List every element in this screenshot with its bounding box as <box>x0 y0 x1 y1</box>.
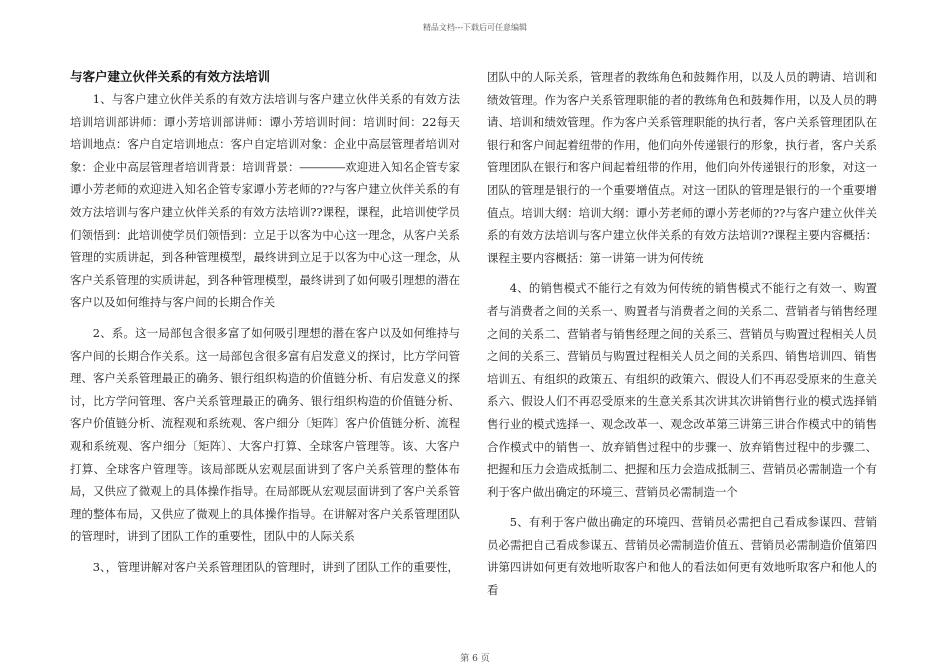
paragraph-2: 2、系。这一局部包含很多富了如何吸引理想的潜在客户以及如何维持与客户间的长期合作关系。这一局部包含很多富有启发意义的探讨，比方学问管理、客户关系管理最正的确务、银行组织构造的价值链分析、有启发意义的探讨，比方学问管理、客户关系管理最正的确务、银行组织构造的价值链分析、客户价值链分析、流程观和系统观、客户细分〔矩阵〕客户价值链分析、流程观和系统观、客户细分〔矩阵〕、大客户打算、全球客户管理等。该、大客户打算、全球客户管理等。该局部既从宏观层面讲到了客户关系管理的整体布局，又供应了微观上的具体操作指导。在局部既从宏观层面讲到了客户关系管理的整体布局，又供应了微观上的具体操作指导。在讲解对客户关系管理团队的管理时，讲到了团队工作的重要性，团队中的人际关系 <box>70 325 460 544</box>
right-column <box>487 66 877 602</box>
left-column <box>70 66 460 578</box>
paragraph-1: 1、与客户建立伙伴关系的有效方法培训与客户建立伙伴关系的有效方法培训培训部讲师：谭小芳培训部讲师：谭小芳培训时间：培训时间：22每天培训地点：客户自定培训地点：客户自定培训对象：企业中高层管理者培训对象：企业中高层管理者培训背景：培训背景：――――欢迎进入知名企管专家谭小芳老师的欢迎进入知名企管专家谭小芳老师的??与客户建立伙伴关系的有效方法培训与客户建立伙伴关系的有效方法培训??课程，课程，此培训使学员们领悟到：此培训使学员们领悟到：立足于以客为中心这一理念，从客户关系管理的实质讲起，到各种管理模型，最终讲到立足于以客为中心这一理念，从客户关系管理的实质讲起，到各种管理模型，最终讲到了如何吸引理想的潜在客户以及如何维持与客户间的长期合作关 <box>70 92 460 310</box>
page-number: 第 6 页 <box>460 654 490 664</box>
paragraph-4: 4、的销售模式不能行之有效为何传统的销售模式不能行之有效一、购置者与消费者之间的关系一、购置者与消费者之间的关系二、营销者与销售经理之间的关系二、营销者与销售经理之间的关系三、营销员与购置过程相关人员之间的关系三、营销员与购置过程相关人员之间的关系四、销售培训四、销售培训五、有组织的政策五、有组织的政策六、假设人们不再忍受原来的生意关系六、假设人们不再忍受原来的生意关系其次讲其次讲销售行业的模式选择销售行业的模式选择一、观念改革一、观念改革第三讲第三讲合作模式中的销售合作模式中的销售一、放弃销售过程中的步骤一、放弃销售过程中的步骤二、把握和压力会造成抵制二、把握和压力会造成抵制三、营销员必需制造一个有利于客户做出确定的环境三、营销员必需制造一个 <box>487 281 877 499</box>
paragraph-5: 5、有利于客户做出确定的环境四、营销员必需把自己看成参谋四、营销员必需把自己看成参谋五、营销员必需制造价值五、营销员必需制造价值第四讲第四讲如何更有效地听取客户和他人的看法如何更有效地听取客户和他人的看 <box>487 515 877 598</box>
page-header: 精品文档---下载后可任意编辑 <box>422 23 528 32</box>
document-title: 与客户建立伙伴关系的有效方法培训 <box>70 69 271 84</box>
paragraph-3: 3、，管理讲解对客户关系管理团队的管理时，讲到了团队工作的重要性， <box>92 559 459 574</box>
paragraph-3-continued: 团队中的人际关系，管理者的教练角色和鼓舞作用，以及人员的聘请、培训和绩效管理。作为客户关系管理职能的者的教练角色和鼓舞作用，以及人员的聘请、培训和绩效管理。作为客户关系管理职能的执行者，客户关系管理团队在银行和客户间起着纽带的作用，他们向外传递银行的形象，执行者，客户关系管理团队在银行和客户间起着纽带的作用，他们向外传递银行的形象，对这一团队的管理是银行的一个重要增值点。对这一团队的管理是银行的一个重要增值点。培训大纲：培训大纲：谭小芳老师的谭小芳老师的??与客户建立伙伴关系的有效方法培训与客户建立伙伴关系的有效方法培训??课程主要内容概括：课程主要内容概括：第一讲第一讲为何传统 <box>487 70 877 265</box>
